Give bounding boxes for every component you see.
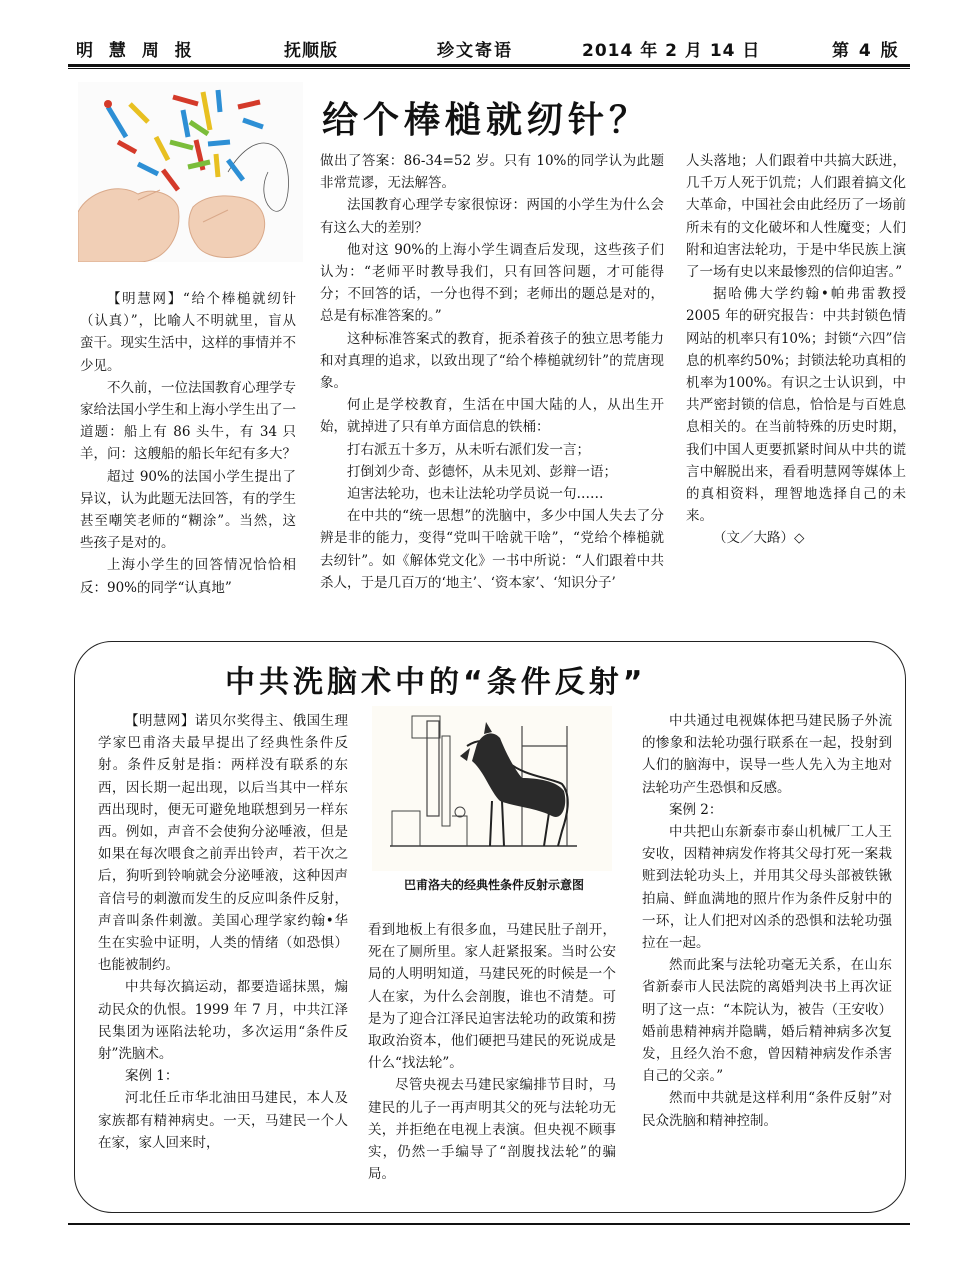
paragraph: 在中共的“统一思想”的洗脑中，多少中国人失去了分辨是非的能力，变得“党叫干啥就干啥”，“党给个棒槌就去纫针”。如《解体党文化》一书中所说：“人们跟着中共杀人，于是几百万的‘地主’、‘资本家’、‘知识分子’ <box>320 508 664 591</box>
pavlov-dog-illustration <box>372 706 612 871</box>
header-rule-thin <box>68 68 910 69</box>
paragraph: 他对这 90%的上海小学生调查后发现，这些孩子们认为：“老师平时教导我们，只有回答问题，才可能得分；不回答的话，一分也得不到；老师出的题总是对的，总是有标准答案的。” <box>320 241 664 325</box>
paragraph: 这种标准答案式的教育，扼杀着孩子的独立思考能力和对真理的追求，以致出现了“给个棒槌就纫针”的荒唐现象。 <box>320 330 664 392</box>
issue-date: 2014 年 2 月 14 日 <box>582 41 761 61</box>
paragraph: 何止是学校教育，生活在中国大陆的人，从出生开始，就掉进了只有单方面信息的铁桶： <box>320 397 664 436</box>
page-header <box>72 34 906 62</box>
image-caption: 巴甫洛夫的经典性条件反射示意图 <box>403 878 584 892</box>
paragraph: 看到地板上有很多血，马建民肚子剖开，死在了厕所里。家人赶紧报案。当时公安局的人明明知道，马建民死的时候是一个人在家，为什么会剖腹，谁也不清楚。可是为了迎合江泽民迫害法轮功的政策和捞取政治资本，他们硬把马建民的死说成是什么“找法轮”。 <box>368 922 616 1072</box>
paragraph: 人头落地；人们跟着中共搞大跃进，几千万人死于饥荒；人们跟着搞文化大革命，中国社会由此经历了一场前所未有的文化破坏和人性魔变；人们附和迫害法轮功，于是中华民族上演了一场有史以来最惨烈的信仰迫害。” <box>686 153 906 281</box>
paragraph: 法国教育心理学专家很惊讶：两国的小学生为什么会有这么大的差别？ <box>320 197 664 236</box>
section-label: 珍文寄语 <box>437 41 513 61</box>
paragraph: 打倒刘少奇、彭德怀，从未见刘、彭辩一语； <box>347 463 617 480</box>
article-title: 中共洗脑术中的“条件反射” <box>225 665 647 700</box>
paragraph: 然而中共就是这样利用“条件反射”对民众洗脑和精神控制。 <box>642 1090 892 1129</box>
article2-column-3 <box>642 710 892 1132</box>
edition-label: 抚顺版 <box>284 41 338 61</box>
article1-column-3 <box>686 150 906 550</box>
paragraph: 【明慧网】“给个棒槌就纫针（认真）”，比喻人不明就里，盲从蛮干。现实生活中，这样的事情并不少见。 <box>80 291 296 374</box>
article1-column-2 <box>320 150 664 594</box>
article2-column-1 <box>98 710 348 1154</box>
article-title: 给个棒槌就纫针？ <box>322 100 651 141</box>
paragraph: 中共通过电视媒体把马建民肠子外流的惨象和法轮功强行联系在一起，投射到人们的脑海中，误导一些人先入为主地对法轮功产生恐惧和反感。 <box>642 713 892 796</box>
header-rule-thick <box>68 64 910 67</box>
paragraph: 做出了答案：86-34=52 岁。只有 10%的同学认为此题非常荒谬，无法解答。 <box>320 153 664 192</box>
paragraph: 然而此案与法轮功毫无关系，在山东省新泰市人民法院的离婚判决书上再次证明了这一点：“本院认为，被告（王安收）婚前患精神病并隐瞒，婚后精神病多次复发，且经久治不愈，曾因精神病发作杀害自己的父亲。” <box>642 957 892 1085</box>
paragraph: 迫害法轮功，也未让法轮功学员说一句…… <box>347 486 604 503</box>
paragraph: 中共每次搞运动，都要造谣抹黑，煽动民众的仇恨。1999 年 7 月，中共江泽民集团为诬陷法轮功，多次运用“条件反射”洗脑术。 <box>98 979 348 1063</box>
paragraph: 尽管央视去马建民家编排节目时，马建民的儿子一再声明其父的死与法轮功无关，并拒绝在电视上表演。但央视不顾事实，仍然一手编导了“剖腹找法轮”的骗局。 <box>368 1077 616 1183</box>
page-number: 第 4 版 <box>832 41 900 61</box>
paragraph: 不久前，一位法国教育心理学专家给法国小学生和上海小学生出了一道题：船上有 86 头牛，有 34 只羊，问：这艘船的船长年纪有多大？ <box>80 379 296 463</box>
article2-column-2 <box>368 919 616 1185</box>
sticks-illustration <box>78 82 303 262</box>
paragraph: 河北任丘市华北油田马建民，本人及家族都有精神病史。一天，马建民一个人在家，家人回来时， <box>98 1090 348 1151</box>
paragraph: 超过 90%的法国小学生提出了异议，认为此题无法回答，有的学生甚至嘲笑老师的“糊涂”。当然，这些孩子是对的。 <box>80 468 296 552</box>
footer-rule <box>68 1223 910 1225</box>
paragraph: 中共把山东新泰市泰山机械厂工人王安收，因精神病发作将其父母打死一案栽赃到法轮功头上，并用其父母头部被铁锹拍扁、鲜血满地的照片作为条件反射中的一环，让人们把对凶杀的恐惧和法轮功强拉在一起。 <box>642 824 892 952</box>
paragraph: 打右派五十多万，从未听右派们发一言； <box>347 441 590 458</box>
newspaper-name: 明 慧 周 报 <box>76 41 197 61</box>
case-heading: 案例 1： <box>125 1068 179 1085</box>
paragraph: 据哈佛大学约翰•帕弗雷教授 2005 年的研究报告：中共封锁色情网站的机率只有10%；封锁“六四”信息的机率约50%；封锁法轮功真相的机率为100%。有识之士认识到，中共严密封锁的信息，恰恰是与百姓息息相关的。在当前特殊的历史时期，我们中国人更要抓紧时间从中共的谎言中解脱出来，看看明慧网等媒体上的真相资料，理智地选择自己的未来。 <box>686 286 906 525</box>
case-heading: 案例 2： <box>669 801 723 818</box>
author-signature: （文／大路）◇ <box>713 530 805 547</box>
article1-column-1 <box>80 288 296 599</box>
paragraph: 上海小学生的回答情况恰恰相反：90%的同学“认真地” <box>80 557 296 596</box>
paragraph: 【明慧网】诺贝尔奖得主、俄国生理学家巴甫洛夫最早提出了经典性条件反射。条件反射是指：两样没有联系的东西，因长期一起出现，以后当其中一样东西出现时，便无可避免地联想到另一样东西。例如，声音不会使狗分泌唾液，但是如果在每次喂食之前弄出铃声，若干次之后，狗听到铃响就会分泌唾液，这种因声音信号的刺激而发生的反应叫条件反射，声音叫条件刺激。美国心理学家约翰•华生在实验中证明，人类的情绪（如恐惧）也能被制约。 <box>98 713 348 974</box>
